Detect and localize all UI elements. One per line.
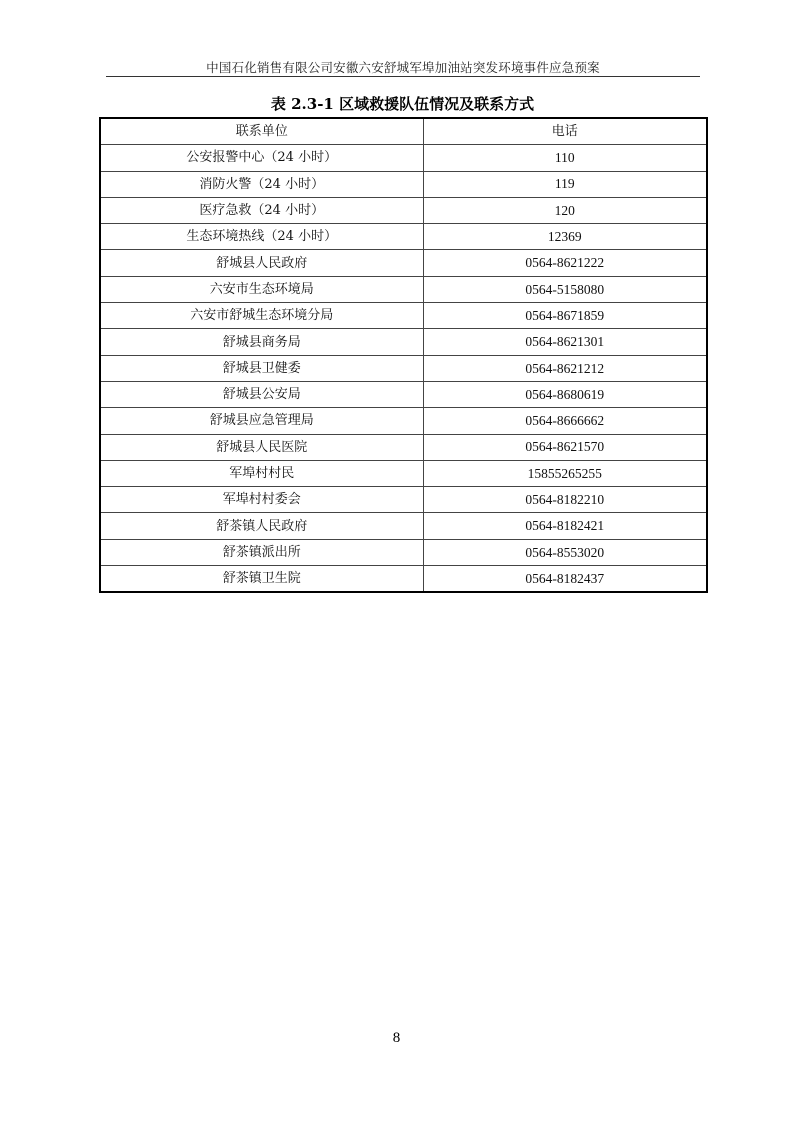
phone-number-cell: 0564-8182421 — [423, 513, 707, 539]
phone-number-cell: 0564-8671859 — [423, 303, 707, 329]
phone-number-cell: 0564-8621222 — [423, 250, 707, 276]
contact-table — [99, 117, 708, 593]
table-row — [100, 224, 707, 250]
table-row — [100, 145, 707, 171]
table-row — [100, 276, 707, 302]
contact-unit-cell: 生态环境热线（24 小时） — [100, 224, 423, 250]
contact-unit-cell: 六安市舒城生态环境分局 — [100, 303, 423, 329]
column-header-phone: 电话 — [423, 118, 707, 145]
contact-unit-cell: 舒城县商务局 — [100, 329, 423, 355]
contact-unit-cell: 军埠村村民 — [100, 460, 423, 486]
table-row — [100, 197, 707, 223]
table-row — [100, 381, 707, 407]
table-row — [100, 487, 707, 513]
contact-unit-cell: 舒茶镇卫生院 — [100, 566, 423, 593]
contact-unit-cell: 消防火警（24 小时） — [100, 171, 423, 197]
phone-number-cell: 0564-8621570 — [423, 434, 707, 460]
phone-number-cell: 0564-8621212 — [423, 355, 707, 381]
phone-number-cell: 12369 — [423, 224, 707, 250]
table-row — [100, 434, 707, 460]
phone-number-cell: 0564-8680619 — [423, 381, 707, 407]
table-row — [100, 460, 707, 486]
contact-unit-cell: 舒城县公安局 — [100, 381, 423, 407]
contact-unit-cell: 六安市生态环境局 — [100, 276, 423, 302]
phone-number-cell: 110 — [423, 145, 707, 171]
table-row — [100, 250, 707, 276]
page-number: 8 — [392, 1030, 401, 1046]
table-row — [100, 329, 707, 355]
contact-unit-cell: 公安报警中心（24 小时） — [100, 145, 423, 171]
table-row — [100, 355, 707, 381]
phone-number-cell: 15855265255 — [423, 460, 707, 486]
table-row — [100, 566, 707, 593]
table-row — [100, 408, 707, 434]
contact-unit-cell: 军埠村村委会 — [100, 487, 423, 513]
phone-number-cell: 0564-8621301 — [423, 329, 707, 355]
table-row — [100, 171, 707, 197]
phone-number-cell: 0564-5158080 — [423, 276, 707, 302]
table-title: 表 2.3-1 区域救援队伍情况及联系方式 — [270, 95, 535, 113]
contact-unit-cell: 舒茶镇派出所 — [100, 539, 423, 565]
table-body — [100, 145, 707, 593]
header-divider — [106, 76, 700, 77]
contact-unit-cell: 舒城县应急管理局 — [100, 408, 423, 434]
contact-unit-cell: 舒茶镇人民政府 — [100, 513, 423, 539]
contact-unit-cell: 舒城县人民医院 — [100, 434, 423, 460]
phone-number-cell: 0564-8182437 — [423, 566, 707, 593]
column-header-unit: 联系单位 — [100, 118, 423, 145]
table-row — [100, 513, 707, 539]
phone-number-cell: 0564-8182210 — [423, 487, 707, 513]
running-header: 中国石化销售有限公司安徽六安舒城军埠加油站突发环境事件应急预案 — [206, 60, 600, 75]
phone-number-cell: 119 — [423, 171, 707, 197]
contact-unit-cell: 医疗急救（24 小时） — [100, 197, 423, 223]
contact-unit-cell: 舒城县卫健委 — [100, 355, 423, 381]
contact-unit-cell: 舒城县人民政府 — [100, 250, 423, 276]
table-header-row — [100, 118, 707, 145]
table-row — [100, 303, 707, 329]
phone-number-cell: 0564-8553020 — [423, 539, 707, 565]
table-row — [100, 539, 707, 565]
phone-number-cell: 120 — [423, 197, 707, 223]
phone-number-cell: 0564-8666662 — [423, 408, 707, 434]
